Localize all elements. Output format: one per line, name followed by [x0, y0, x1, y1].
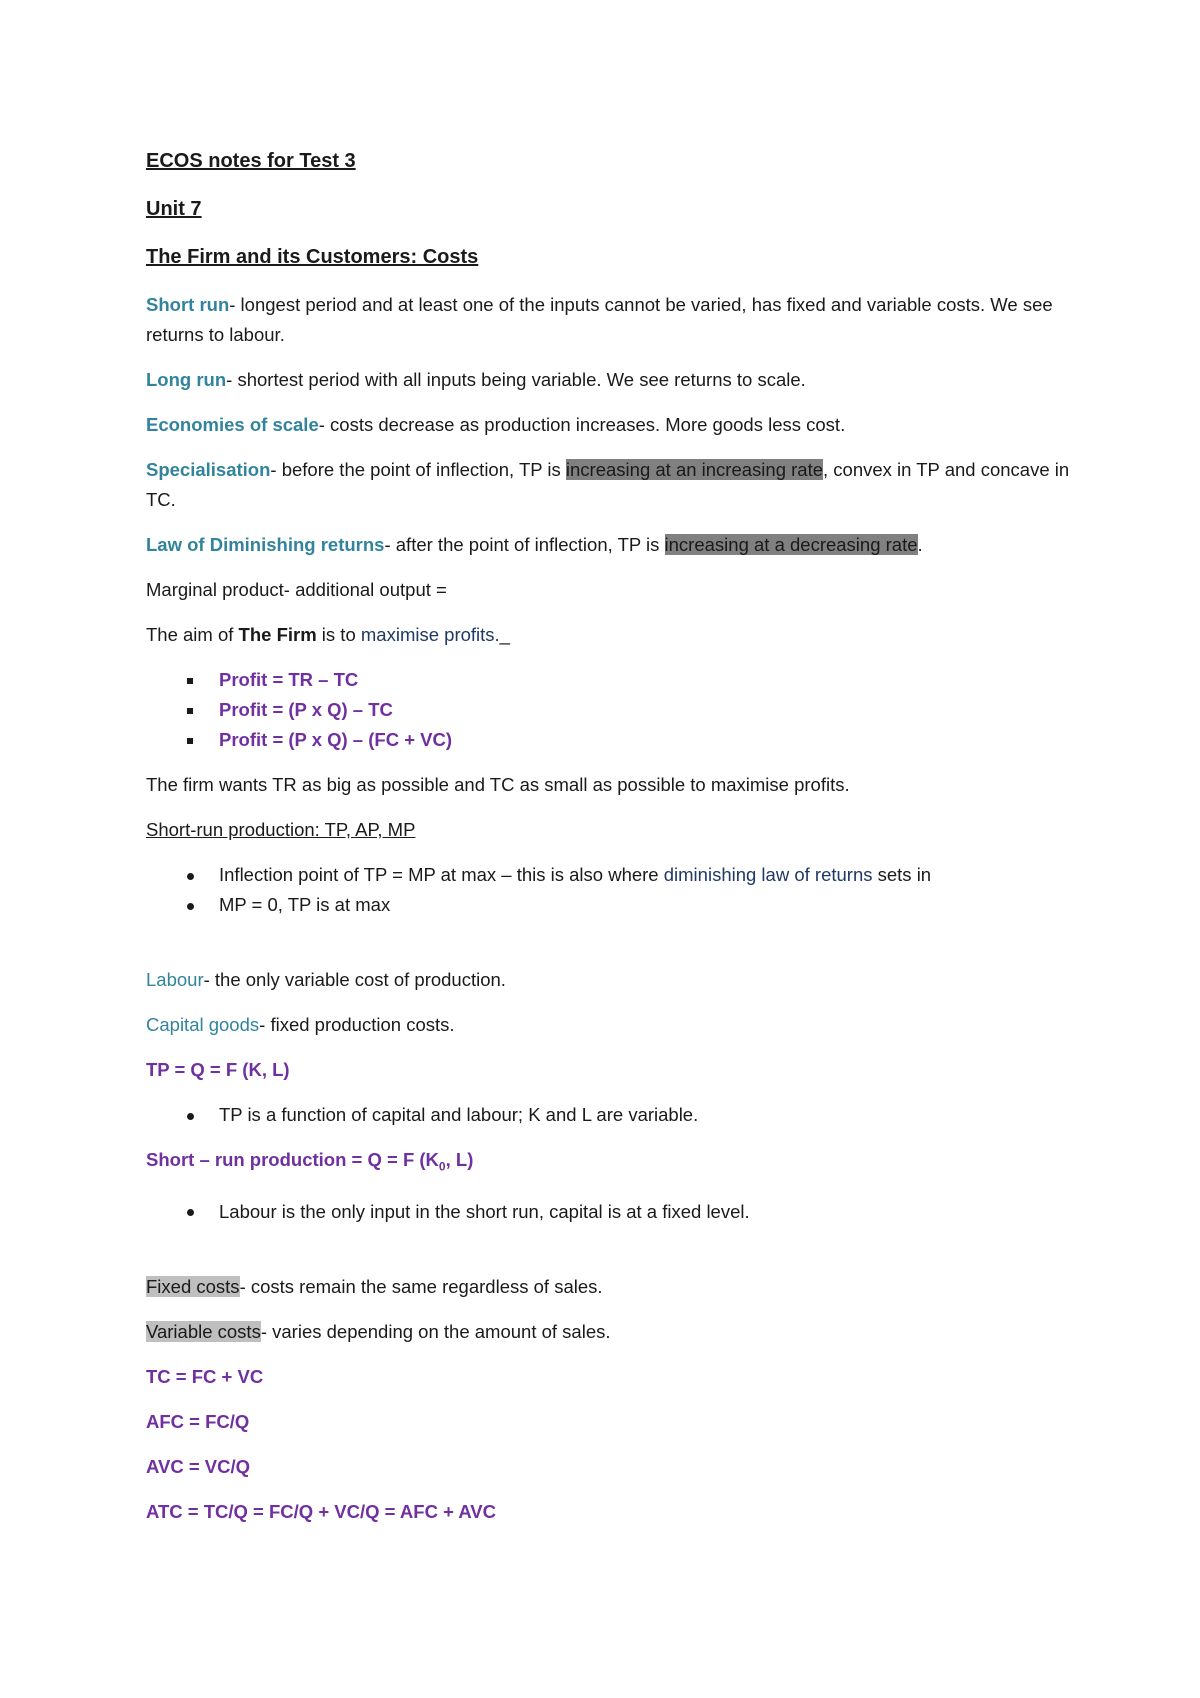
- srp-list: [146, 860, 1076, 920]
- square-bullet-icon: [183, 695, 197, 725]
- capital-term: Capital goods: [146, 1014, 260, 1035]
- square-bullet-icon: [183, 725, 197, 755]
- labour-text: - the only variable cost of production.: [203, 969, 506, 990]
- labour-term: Labour: [146, 969, 204, 990]
- section-heading: The Firm and its Customers: Costs: [146, 246, 479, 268]
- dot-bullet-icon: [183, 890, 197, 920]
- tp-bullet: TP is a function of capital and labour; K and L are variable.: [219, 1104, 699, 1125]
- document-body: [146, 146, 1076, 1542]
- srp-heading-text: Short-run production: TP, AP, MP: [146, 819, 416, 840]
- long-run-text: - shortest period with all inputs being variable. We see returns to scale.: [226, 369, 806, 390]
- profit-formula: Profit = TR – TC: [219, 669, 359, 690]
- cost-formula: ATC = TC/Q = FC/Q + VC/Q = AFC + AVC: [146, 1500, 497, 1522]
- fixed-costs-definition: [146, 1272, 1076, 1302]
- short-run-definition: [146, 290, 1076, 350]
- unit-heading: Unit 7: [146, 198, 202, 220]
- tp-formula: TP = Q = F (K, L): [146, 1059, 290, 1080]
- short-run-text: - longest period and at least one of the inputs cannot be varied, has fixed and variable costs. We see returns to labour.: [146, 294, 1053, 345]
- srp-heading: [146, 815, 1076, 845]
- capital-text: - fixed production costs.: [259, 1014, 455, 1035]
- list-item: [146, 725, 1076, 755]
- variable-costs-definition: [146, 1317, 1076, 1347]
- profit-formula: Profit = (P x Q) – (FC + VC): [219, 729, 453, 750]
- diminishing-highlight: increasing at a decreasing rate: [664, 534, 918, 555]
- aim-highlight: maximise profits.: [360, 624, 500, 645]
- economies-term: Economies of scale: [146, 414, 319, 435]
- firm-wants-line: The firm wants TR as big as possible and TC as small as possible to maximise profits.: [146, 774, 850, 795]
- diminishing-term: Law of Diminishing returns: [146, 534, 385, 555]
- list-item: [146, 890, 1076, 920]
- marginal-product-line: Marginal product- additional output =: [146, 579, 447, 600]
- srp-bullet-2: MP = 0, TP is at max: [219, 894, 391, 915]
- srp-bullet-1-a: Inflection point of TP = MP at max – this is also where: [219, 864, 664, 885]
- cost-formula: AVC = VC/Q: [146, 1455, 250, 1477]
- sr-bullet: Labour is the only input in the short run, capital is at a fixed level.: [219, 1200, 750, 1222]
- srp-bullet-1-highlight: diminishing law of returns: [663, 864, 873, 885]
- long-run-term: Long run: [146, 369, 227, 390]
- profit-formula-list: [146, 665, 1076, 755]
- aim-text-b: is to: [316, 624, 361, 645]
- specialisation-highlight: increasing at an increasing rate: [565, 459, 824, 480]
- cost-formula: TC = FC + VC: [146, 1365, 264, 1387]
- list-item: [146, 1197, 1076, 1227]
- cost-formula: AFC = FC/Q: [146, 1410, 250, 1432]
- list-item: [146, 1100, 1076, 1130]
- dot-bullet-icon: [183, 860, 197, 890]
- list-item: [146, 665, 1076, 695]
- diminishing-definition: [146, 530, 1076, 560]
- list-item: [146, 860, 1076, 890]
- srp-formula-sub: 0: [438, 1159, 446, 1174]
- variable-costs-term: Variable costs: [146, 1320, 261, 1342]
- fixed-costs-term: Fixed costs: [146, 1275, 240, 1297]
- aim-trail: _: [499, 624, 510, 645]
- dot-bullet-icon: [183, 1197, 197, 1227]
- specialisation-text-b: , convex in TP and concave in TC.: [146, 459, 1070, 510]
- srp-formula-a: Short – run production = Q = F (K: [146, 1149, 439, 1170]
- short-run-term: Short run: [146, 294, 230, 315]
- srp-formula-b: , L): [445, 1149, 474, 1170]
- economies-text: - costs decrease as production increases. More goods less cost.: [318, 414, 846, 435]
- aim-line: [146, 620, 1076, 650]
- fixed-costs-text: - costs remain the same regardless of sales.: [239, 1275, 603, 1297]
- sr-list: [146, 1197, 1076, 1227]
- economies-definition: [146, 410, 1076, 440]
- tp-list: [146, 1100, 1076, 1130]
- profit-formula: Profit = (P x Q) – TC: [219, 699, 393, 720]
- document-title: ECOS notes for Test 3: [146, 150, 356, 172]
- aim-bold: The Firm: [238, 624, 317, 645]
- srp-bullet-1-b: sets in: [872, 864, 932, 885]
- specialisation-term: Specialisation: [146, 459, 271, 480]
- list-item: [146, 695, 1076, 725]
- labour-definition: [146, 965, 1076, 995]
- dot-bullet-icon: [183, 1100, 197, 1130]
- specialisation-text-a: - before the point of inflection, TP is: [270, 459, 566, 480]
- aim-text-a: The aim of: [146, 624, 239, 645]
- specialisation-definition: [146, 455, 1076, 515]
- square-bullet-icon: [183, 665, 197, 695]
- long-run-definition: [146, 365, 1076, 395]
- diminishing-text-a: - after the point of inflection, TP is: [384, 534, 665, 555]
- variable-costs-text: - varies depending on the amount of sales.: [260, 1320, 611, 1342]
- capital-definition: [146, 1010, 1076, 1040]
- short-run-production-formula: [146, 1145, 1076, 1182]
- diminishing-text-b: .: [917, 534, 923, 555]
